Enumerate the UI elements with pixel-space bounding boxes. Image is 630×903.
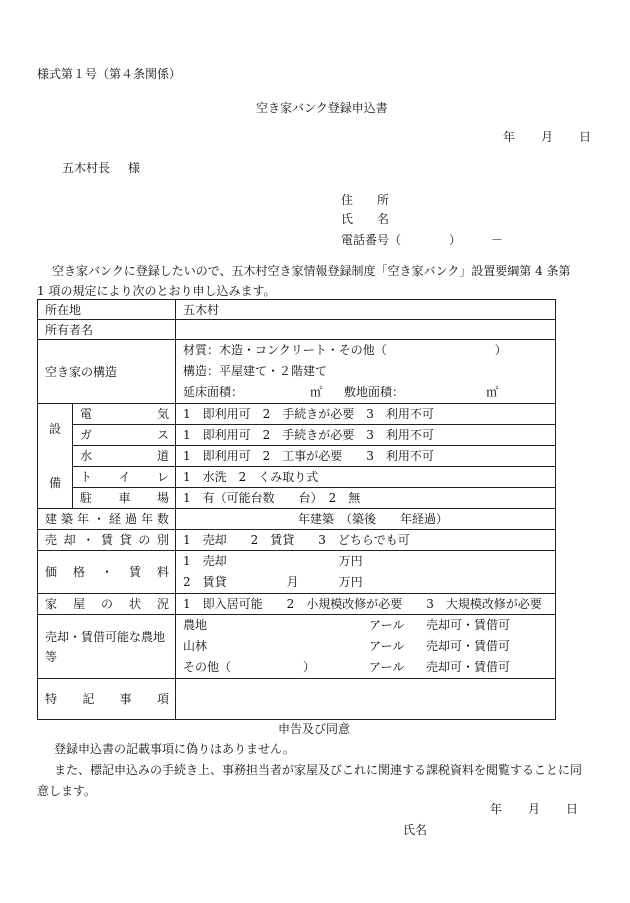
- intro-line-1: 空き家バンクに登録したいので、五木村空き家情報登録制度「空き家バンク」設置要綱第 4 条第: [52, 264, 571, 278]
- farmland-type: 山林: [183, 639, 208, 653]
- farmland-row: [183, 657, 555, 678]
- farmland-status: 売却可・賃借可: [426, 618, 511, 632]
- farmland-row: [183, 615, 555, 636]
- owner-value: [176, 320, 556, 340]
- price-rent-unit: 万円: [338, 575, 363, 589]
- price-sale: [183, 551, 555, 572]
- applicant-name-label: 氏 名: [341, 212, 390, 226]
- age-label: 建築年・経過年数: [38, 509, 176, 530]
- farmland-unit: アール: [369, 639, 405, 653]
- intro-line-2: 1 項の規定により次のとおり申し込みます。: [37, 284, 276, 298]
- equipment-row: [38, 446, 556, 467]
- floor-area-label: 延床面積：: [183, 385, 244, 399]
- date-day: 日: [579, 130, 592, 144]
- sale-type-value: 1 売却 2 賃貸 3 どちらでも可: [176, 530, 556, 551]
- price-rent-month: 月: [286, 575, 299, 589]
- equipment-name-gas: ガ ス: [73, 425, 176, 446]
- equipment-label: [38, 404, 73, 509]
- farmland-unit: アール: [369, 660, 405, 674]
- structure-construction: 構造：平屋建て・２階建て: [183, 364, 328, 378]
- land-area-unit: ㎡: [486, 385, 499, 399]
- condition-value: 1 即入居可能 2 小規模改修が必要 3 大規模改修が必要: [176, 594, 556, 615]
- declaration-date-year: 年: [490, 802, 503, 816]
- price-value: [176, 551, 556, 594]
- farmland-unit: アール: [369, 618, 405, 632]
- condition-label: 家屋の状況: [38, 594, 176, 615]
- sale-type-label: 売却・賃貸の別: [38, 530, 176, 551]
- price-sale-label: 1 売却: [183, 554, 227, 568]
- table-row-location: [38, 300, 556, 320]
- land-area-label: 敷地面積：: [344, 385, 405, 399]
- structure-value: [176, 340, 556, 404]
- equipment-options-water: 1 即利用可 2 工事が必要 3 利用不可: [176, 446, 556, 467]
- equipment-options-toilet: 1 水洗 2 くみ取り式: [176, 467, 556, 488]
- equipment-label-bottom: 備: [48, 476, 61, 490]
- applicant-address-label: 住 所: [341, 193, 390, 207]
- farmland-label: 売却・賃借可能な農地等: [38, 615, 176, 679]
- equipment-name-electricity: 電 気: [73, 404, 176, 425]
- form-number: 様式第１号（第４条関係）: [37, 67, 182, 81]
- declaration-line-1: 登録申込書の記載事項に偽りはありません。: [54, 742, 295, 756]
- equipment-label-top: 設: [48, 422, 61, 436]
- remarks-label: 特記事項: [38, 679, 176, 720]
- farmland-status: 売却可・賃借可: [426, 660, 511, 674]
- header-date: [503, 130, 591, 144]
- table-row-age: [38, 509, 556, 530]
- table-row-price: [38, 551, 556, 594]
- price-rent: [183, 572, 555, 593]
- floor-area-unit: ㎡: [310, 385, 323, 399]
- structure-material: 材質：木造・コンクリート・その他（ ）: [183, 343, 507, 357]
- table-row-owner: [38, 320, 556, 340]
- price-sale-unit: 万円: [338, 554, 363, 568]
- owner-label: 所有者名: [38, 320, 176, 340]
- farmland-type: その他（ ）: [183, 660, 316, 674]
- equipment-name-parking: 駐 車 場: [73, 488, 176, 509]
- equipment-name-toilet: ト イ レ: [73, 467, 176, 488]
- registration-table: [37, 299, 556, 720]
- declaration-heading: 申告及び同意: [278, 722, 351, 736]
- table-row-structure: [38, 340, 556, 404]
- farmland-row: [183, 636, 555, 657]
- farmland-status: 売却可・賃借可: [426, 639, 511, 653]
- equipment-row: [38, 488, 556, 509]
- equipment-row: [38, 425, 556, 446]
- structure-label: 空き家の構造: [38, 340, 176, 404]
- price-label: 価 格 ・ 賃 料: [38, 551, 176, 594]
- applicant-phone-label: 電話番号（ ） －: [341, 233, 504, 247]
- farmland-type: 農地: [183, 618, 208, 632]
- declaration-name-label: 氏名: [403, 823, 428, 837]
- structure-area: [183, 382, 555, 403]
- equipment-row: [38, 467, 556, 488]
- declaration-line-2: また、標記申込みの手続き上、事務担当者が家屋及びこれに関連する課税資料を閲覧することに同意します。: [37, 763, 583, 798]
- equipment-name-water: 水 道: [73, 446, 176, 467]
- date-year: 年: [503, 130, 516, 144]
- declaration-date: [490, 802, 578, 816]
- price-rent-label: 2 賃貸: [183, 575, 227, 589]
- location-value: 五木村: [176, 300, 556, 320]
- addressee-name: 五木村長: [62, 161, 111, 175]
- equipment-options-electricity: 1 即利用可 2 手続きが必要 3 利用不可: [176, 404, 556, 425]
- form-title: 空き家バンク登録申込書: [256, 101, 388, 115]
- equipment-options-parking: 1 有（可能台数 台） 2 無: [176, 488, 556, 509]
- remarks-value: [176, 679, 556, 720]
- table-row-remarks: [38, 679, 556, 720]
- date-month: 月: [541, 130, 554, 144]
- addressee: [62, 161, 140, 175]
- declaration-date-day: 日: [566, 802, 579, 816]
- table-row-condition: [38, 594, 556, 615]
- declaration-date-month: 月: [528, 802, 541, 816]
- equipment-options-gas: 1 即利用可 2 手続きが必要 3 利用不可: [176, 425, 556, 446]
- table-row-farmland: [38, 615, 556, 679]
- addressee-honorific: 様: [128, 161, 141, 175]
- table-row-sale-type: [38, 530, 556, 551]
- location-label: 所在地: [38, 300, 176, 320]
- equipment-row: [38, 404, 556, 425]
- farmland-value: [176, 615, 556, 679]
- age-value: 年建築 （築後 年経過）: [176, 509, 556, 530]
